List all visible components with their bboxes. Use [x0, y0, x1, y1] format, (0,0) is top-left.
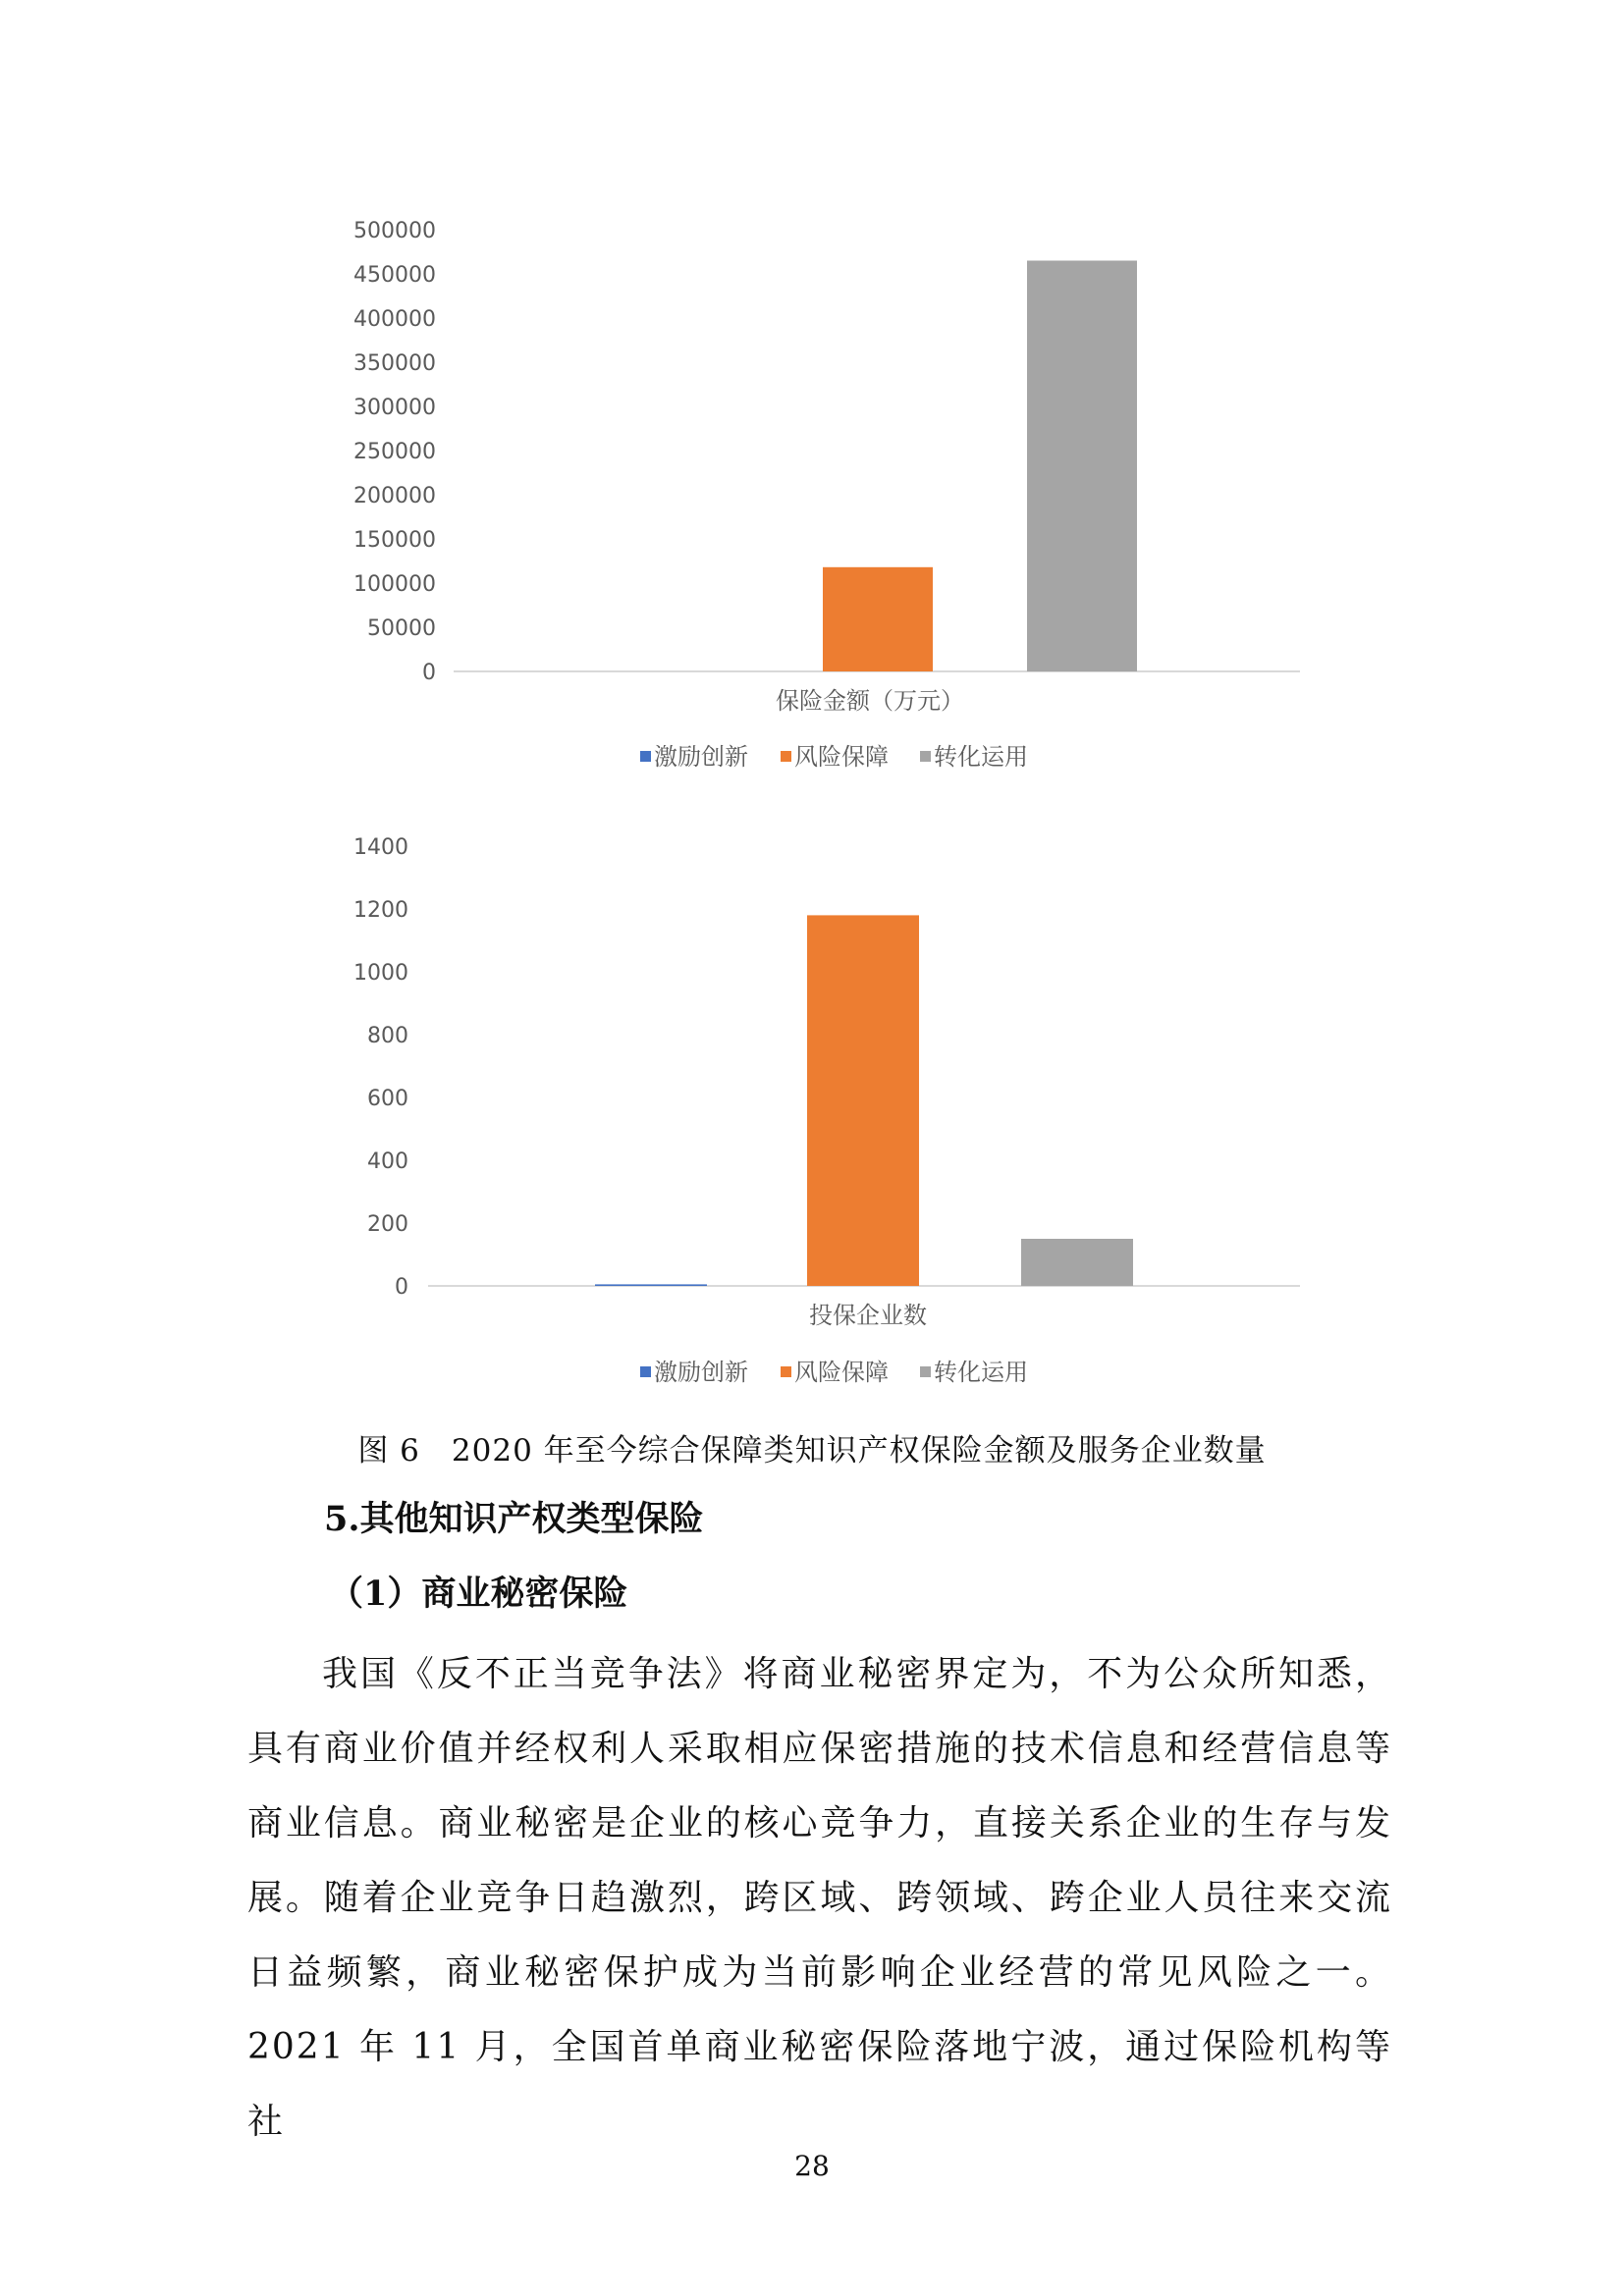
y-tick-label: 0: [395, 1275, 408, 1300]
legend-swatch: [781, 1366, 791, 1377]
legend-label: 激励创新: [654, 1359, 748, 1386]
y-tick-label: 600: [367, 1087, 408, 1111]
y-tick-label: 50000: [367, 616, 436, 641]
bar-1: [595, 1284, 707, 1286]
section-heading: 5.其他知识产权类型保险: [324, 1499, 704, 1539]
page-number: 28: [794, 2150, 830, 2182]
y-tick-label: 500000: [353, 219, 436, 243]
y-tick-label: 100000: [353, 572, 436, 597]
y-tick-label: 150000: [353, 528, 436, 553]
y-tick-label: 350000: [353, 351, 436, 376]
legend-swatch: [920, 1366, 931, 1377]
bar-2: [807, 915, 919, 1286]
category-label: 投保企业数: [809, 1302, 927, 1329]
y-tick-label: 300000: [353, 396, 436, 420]
y-tick-label: 800: [367, 1024, 408, 1048]
bar-3: [1021, 1239, 1133, 1286]
y-tick-label: 0: [422, 661, 436, 685]
legend-label: 转化运用: [934, 1359, 1028, 1386]
y-tick-label: 200: [367, 1212, 408, 1237]
y-tick-label: 200000: [353, 484, 436, 508]
y-tick-label: 400000: [353, 307, 436, 332]
y-tick-label: 1400: [353, 835, 408, 860]
y-tick-label: 400: [367, 1149, 408, 1174]
legend-swatch: [640, 1366, 651, 1377]
legend-label: 风险保障: [794, 1359, 889, 1386]
legend-label: 风险保障: [794, 743, 889, 771]
y-tick-label: 250000: [353, 440, 436, 464]
legend-label: 转化运用: [934, 743, 1028, 771]
body-paragraph: 我国《反不正当竞争法》将商业秘密界定为，不为公众所知悉，具有商业价值并经权利人采取相应保密措施的技术信息和经营信息等商业信息。商业秘密是企业的核心竞争力，直接关系企业的生存与发展。随着企业竞争日趋激烈，跨区域、跨领域、跨企业人员往来交流日益频繁，商业秘密保护成为当前影响企业经营的常见风险之一。2021 年 11 月，全国首单商业秘密保险落地宁波，通过保险机构等社: [247, 1654, 1392, 2142]
y-tick-label: 1200: [353, 898, 408, 923]
figure-caption: 图 6 2020 年至今综合保障类知识产权保险金额及服务企业数量: [357, 1433, 1267, 1468]
y-tick-label: 450000: [353, 263, 436, 288]
y-tick-label: 1000: [353, 961, 408, 986]
category-label: 保险金额（万元）: [776, 687, 964, 715]
legend-label: 激励创新: [654, 743, 748, 771]
subsection-heading: （1）商业秘密保险: [329, 1574, 628, 1614]
